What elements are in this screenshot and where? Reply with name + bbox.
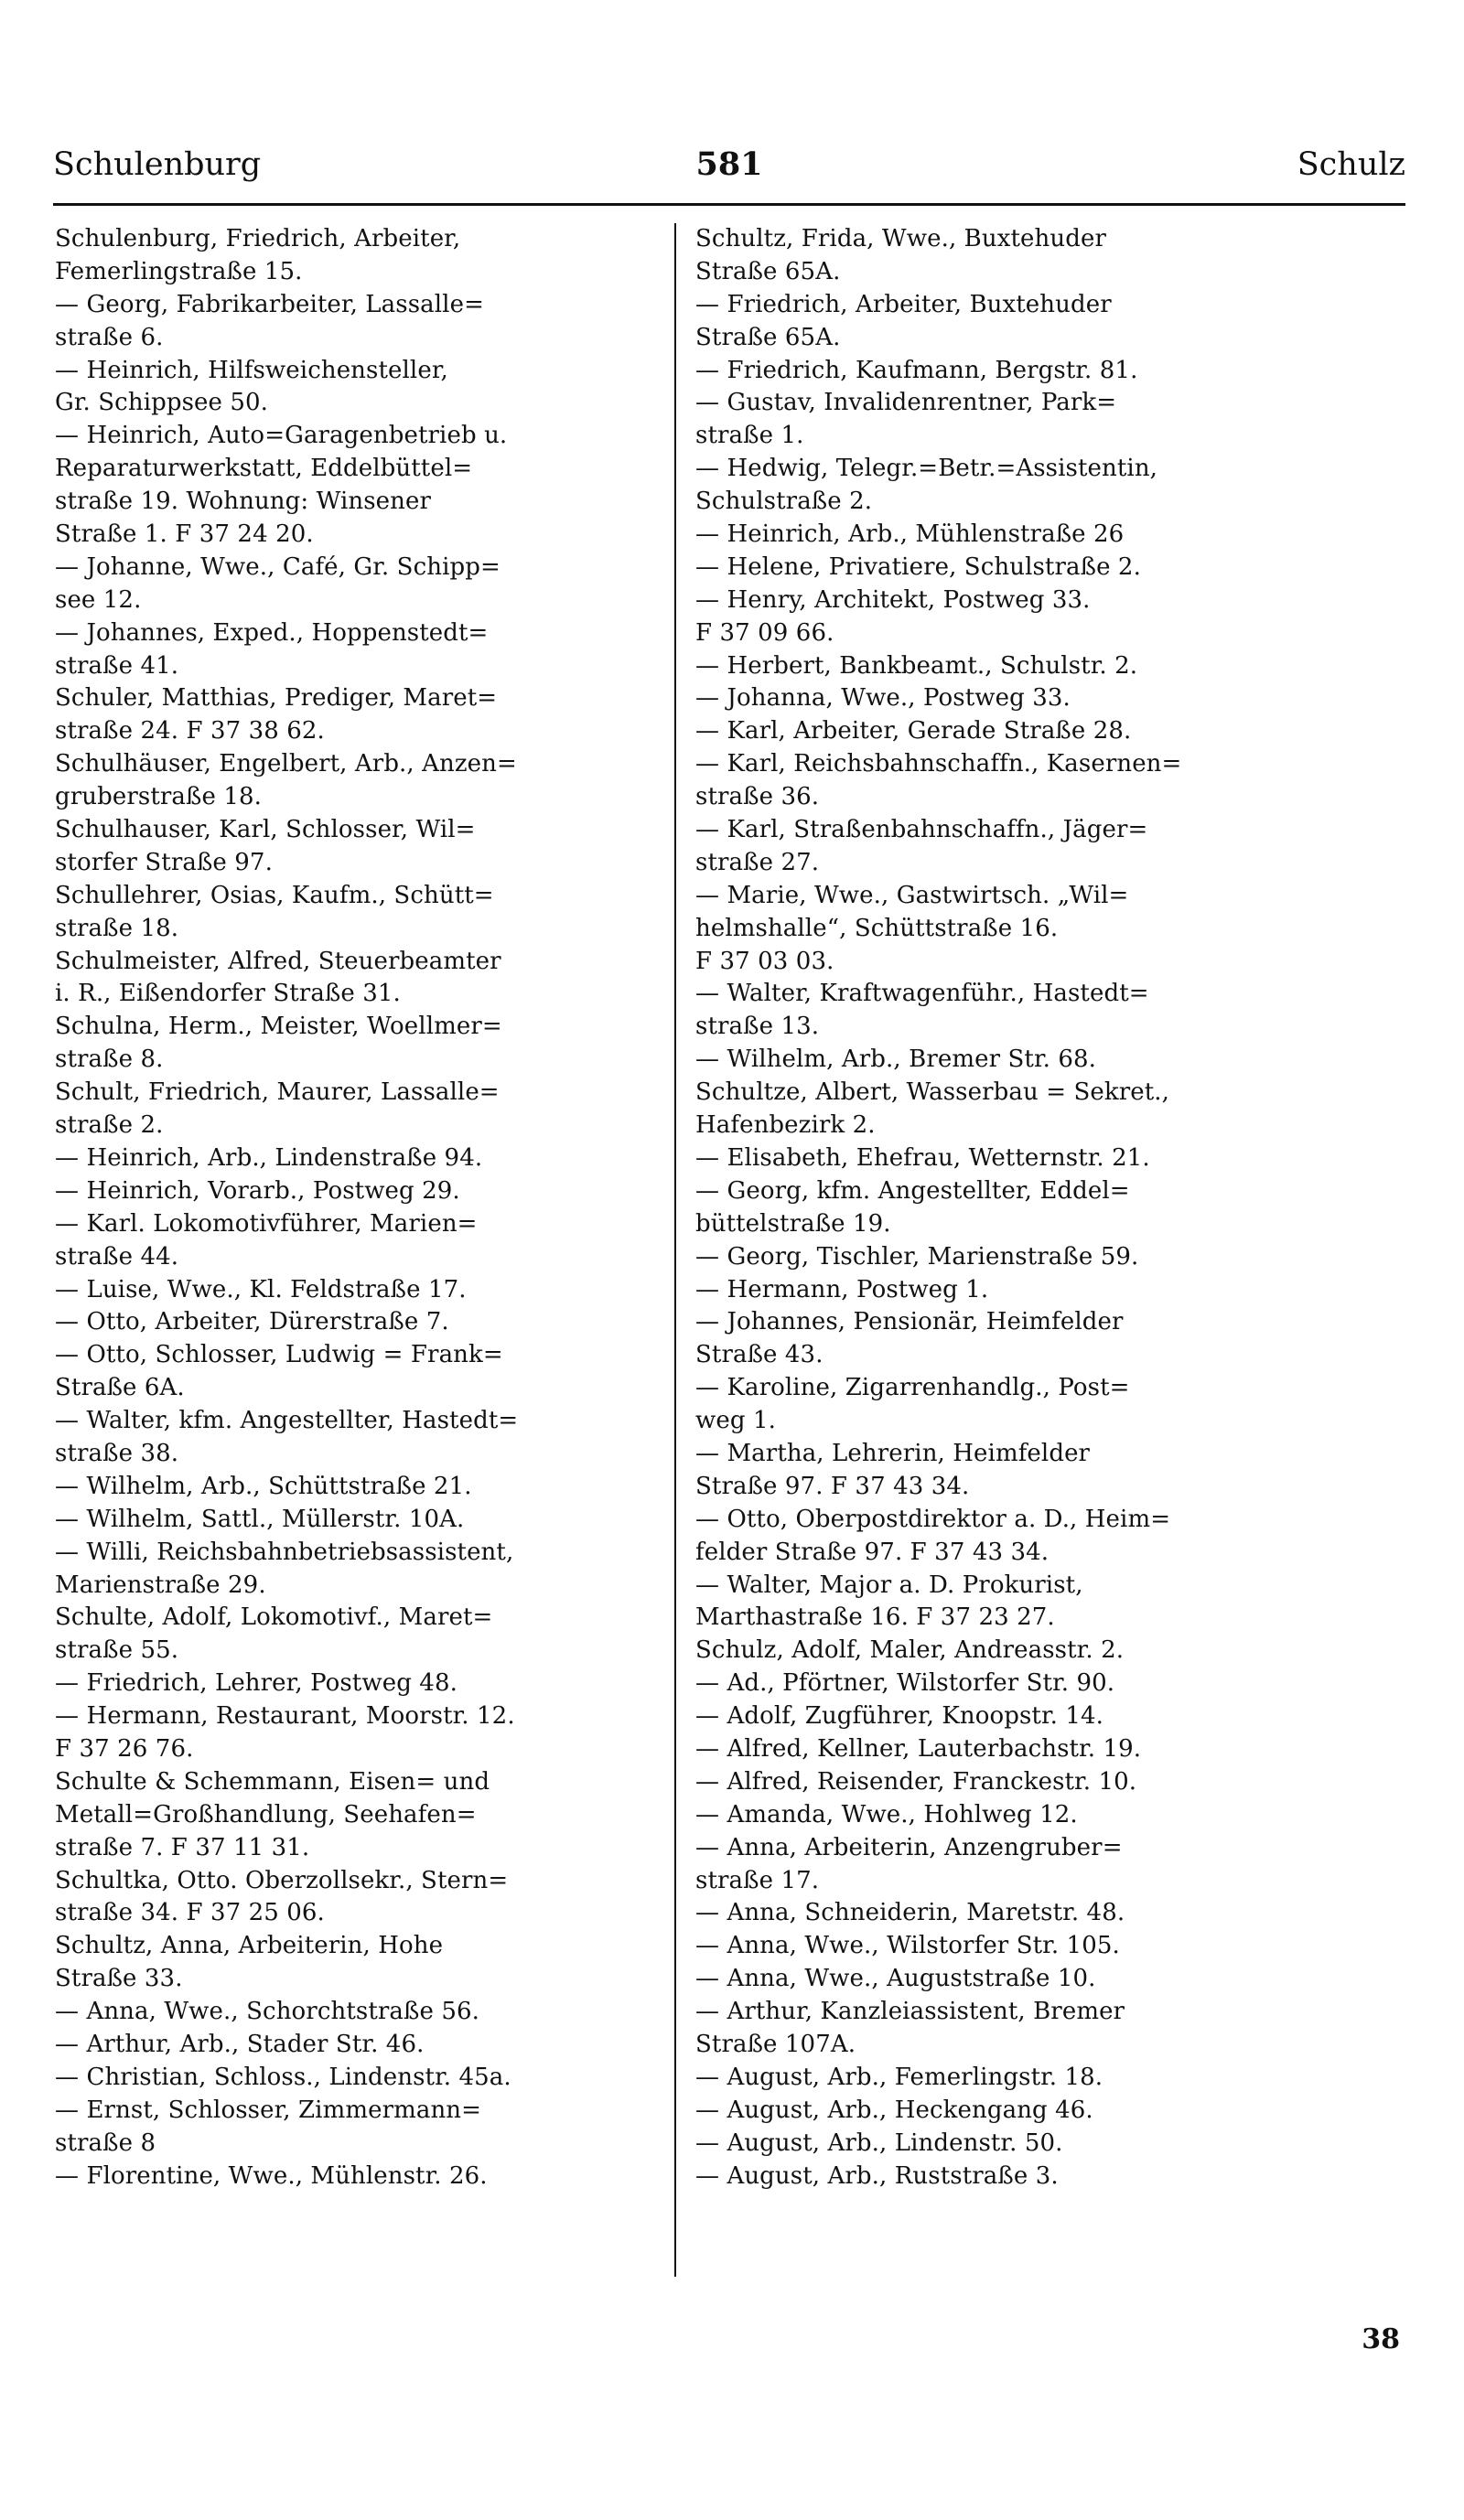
entry-line: — Alfred, Kellner, Lauterbachstr. 19.	[695, 1734, 1142, 1763]
entry-line: Schulna, Herm., Meister, Woellmer=	[55, 1013, 502, 1041]
entry-line: — Anna, Wwe., Auguststraße 10.	[695, 1965, 1096, 1993]
page-number: 581	[695, 145, 763, 183]
entry-line: Schullehrer, Osias, Kaufm., Schütt=	[55, 881, 494, 909]
entry-line: — Gustav, Invalidenrentner, Park=	[695, 389, 1117, 417]
entry-line: Reparaturwerkstatt, Eddelbüttel=	[55, 455, 473, 483]
entry-line: Schultz, Frida, Wwe., Buxtehuder	[695, 225, 1106, 252]
entry-line: — Elisabeth, Ehefrau, Wetternstr. 21.	[695, 1143, 1150, 1172]
entry-line: — August, Arb., Heckengang 46.	[695, 2096, 1093, 2124]
entry-line: helmshalle“, Schüttstraße 16.	[695, 914, 1059, 942]
entry-line: straße 27.	[695, 848, 820, 876]
entry-line: — Johannes, Pensionär, Heimfelder	[695, 1308, 1124, 1336]
entry-line: — Anna, Schneiderin, Maretstr. 48.	[695, 1899, 1125, 1927]
entry-line: straße 2.	[55, 1111, 164, 1140]
entry-line: Schulz, Adolf, Maler, Andreasstr. 2.	[695, 1636, 1125, 1665]
entry-line: Schulte & Schemmann, Eisen= und	[55, 1767, 490, 1796]
entry-line: — Arthur, Arb., Stader Str. 46.	[55, 2030, 425, 2058]
entry-line: — Otto, Arbeiter, Dürerstraße 7.	[55, 1308, 449, 1336]
left-column	[55, 223, 654, 2193]
entry-line: — Henry, Architekt, Postweg 33.	[695, 585, 1091, 614]
entry-line: Straße 33.	[55, 1965, 183, 1993]
entry-line: gruberstraße 18.	[55, 783, 262, 811]
entry-line: — Otto, Schlosser, Ludwig = Frank=	[55, 1341, 503, 1369]
entry-line: — Hermann, Postweg 1.	[695, 1275, 989, 1303]
entry-line: F 37 09 66.	[695, 618, 834, 647]
entry-line: Schulhäuser, Engelbert, Arb., Anzen=	[55, 750, 517, 778]
entry-line: — Heinrich, Arb., Mühlenstraße 26	[695, 520, 1125, 549]
entry-line: — Florentine, Wwe., Mühlenstr. 26.	[55, 2161, 488, 2190]
entry-line: Schult, Friedrich, Maurer, Lassalle=	[55, 1078, 500, 1107]
entry-line: büttelstraße 19.	[695, 1209, 891, 1238]
entry-line: — Heinrich, Hilfsweichensteller,	[55, 356, 448, 384]
entry-line: see 12.	[55, 585, 142, 614]
entry-line: — Wilhelm, Sattl., Müllerstr. 10A.	[55, 1505, 465, 1533]
header-left-catchword: Schulenburg	[53, 146, 262, 183]
right-column	[695, 223, 1409, 2193]
entry-line: F 37 03 03.	[695, 947, 834, 975]
header-right-catchword: Schulz	[1297, 146, 1405, 183]
entry-line: Schulstraße 2.	[695, 488, 873, 516]
entry-line: — Georg, Tischler, Marienstraße 59.	[695, 1242, 1139, 1271]
entry-line: straße 6.	[55, 323, 164, 351]
entry-line: — Johannes, Exped., Hoppenstedt=	[55, 618, 489, 647]
entry-line: — Arthur, Kanzleiassistent, Bremer	[695, 1998, 1125, 2026]
entry-line: Schulte, Adolf, Lokomotivf., Maret=	[55, 1603, 493, 1632]
entry-line: Marthastraße 16. F 37 23 27.	[695, 1603, 1055, 1632]
entry-line: — Karl, Arbeiter, Gerade Straße 28.	[695, 717, 1132, 745]
entry-line: — Hermann, Restaurant, Moorstr. 12.	[55, 1702, 515, 1731]
entry-line: — Martha, Lehrerin, Heimfelder	[695, 1439, 1091, 1467]
entry-line: storfer Straße 97.	[55, 848, 273, 876]
entry-line: Straße 6A.	[55, 1374, 185, 1402]
entry-line: — Heinrich, Vorarb., Postweg 29.	[55, 1176, 460, 1205]
entry-line: — Johanna, Wwe., Postweg 33.	[695, 684, 1071, 713]
entry-line: — Ernst, Schlosser, Zimmermann=	[55, 2096, 482, 2124]
entry-line: — Walter, kfm. Angestellter, Hastedt=	[55, 1407, 519, 1435]
entry-line: — Anna, Wwe., Wilstorfer Str. 105.	[695, 1932, 1120, 1960]
entry-line: straße 1.	[695, 422, 804, 450]
entry-line: straße 17.	[695, 1866, 820, 1894]
entry-line: straße 19. Wohnung: Winsener	[55, 488, 432, 516]
entry-line: straße 41.	[55, 651, 179, 680]
entry-line: straße 44.	[55, 1242, 179, 1271]
entry-line: felder Straße 97. F 37 43 34.	[695, 1538, 1050, 1566]
entry-line: straße 36.	[695, 783, 820, 811]
entry-line: straße 24. F 37 38 62.	[55, 717, 325, 745]
entry-line: Schulhauser, Karl, Schlosser, Wil=	[55, 816, 476, 844]
entry-line: Hafenbezirk 2.	[695, 1111, 876, 1140]
entry-line: — August, Arb., Ruststraße 3.	[695, 2161, 1059, 2190]
entry-line: Schultz, Anna, Arbeiterin, Hohe	[55, 1932, 444, 1960]
entry-line: — Wilhelm, Arb., Schüttstraße 21.	[55, 1472, 472, 1500]
entry-line: — Karl, Reichsbahnschaffn., Kasernen=	[695, 750, 1182, 778]
entry-line: Femerlingstraße 15.	[55, 257, 303, 285]
entry-line: straße 18.	[55, 914, 179, 942]
entry-line: — Herbert, Bankbeamt., Schulstr. 2.	[695, 651, 1138, 680]
entry-line: — Heinrich, Arb., Lindenstraße 94.	[55, 1143, 483, 1172]
entry-line: — Karl. Lokomotivführer, Marien=	[55, 1209, 478, 1238]
entry-line: Metall=Großhandlung, Seehafen=	[55, 1800, 477, 1828]
entry-line: — Hedwig, Telegr.=Betr.=Assistentin,	[695, 455, 1158, 483]
entry-line: straße 55.	[55, 1636, 179, 1665]
entry-line: — Amanda, Wwe., Hohlweg 12.	[695, 1800, 1078, 1828]
entry-line: Straße 1. F 37 24 20.	[55, 520, 314, 549]
entry-line: Schulenburg, Friedrich, Arbeiter,	[55, 225, 461, 252]
entry-line: — Adolf, Zugführer, Knoopstr. 14.	[695, 1702, 1104, 1731]
entry-line: — Luise, Wwe., Kl. Feldstraße 17.	[55, 1275, 467, 1303]
entry-line: — August, Arb., Lindenstr. 50.	[695, 2129, 1063, 2157]
entry-line: Straße 43.	[695, 1341, 824, 1369]
entry-line: Schulmeister, Alfred, Steuerbeamter	[55, 947, 501, 975]
column-divider	[674, 223, 676, 2277]
entry-line: — Anna, Arbeiterin, Anzengruber=	[695, 1833, 1123, 1861]
entry-line: straße 13.	[695, 1013, 820, 1041]
entry-line: straße 34. F 37 25 06.	[55, 1899, 325, 1927]
entry-line: Straße 107A.	[695, 2030, 856, 2058]
entry-line: Straße 65A.	[695, 257, 841, 285]
entry-line: — Helene, Privatiere, Schulstraße 2.	[695, 552, 1141, 581]
entry-line: Marienstraße 29.	[55, 1571, 266, 1599]
entry-line: — Friedrich, Lehrer, Postweg 48.	[55, 1669, 458, 1698]
entry-line: — Alfred, Reisender, Franckestr. 10.	[695, 1767, 1137, 1796]
entry-line: — Willi, Reichsbahnbetriebsassistent,	[55, 1538, 514, 1566]
entry-line: weg 1.	[695, 1407, 776, 1435]
entry-line: F 37 26 76.	[55, 1734, 194, 1763]
entry-line: — Christian, Schloss., Lindenstr. 45a.	[55, 2063, 511, 2091]
entry-line: — Georg, Fabrikarbeiter, Lassalle=	[55, 290, 484, 318]
entry-line: — Georg, kfm. Angestellter, Eddel=	[695, 1176, 1130, 1205]
entry-line: — Friedrich, Kaufmann, Bergstr. 81.	[695, 356, 1138, 384]
header-rule	[53, 203, 1405, 206]
entry-line: — Wilhelm, Arb., Bremer Str. 68.	[695, 1046, 1097, 1074]
entry-line: straße 7. F 37 11 31.	[55, 1833, 310, 1861]
entry-line: straße 38.	[55, 1439, 179, 1467]
entry-line: — August, Arb., Femerlingstr. 18.	[695, 2063, 1103, 2091]
signature-mark: 38	[1362, 2323, 1400, 2355]
entry-line: — Friedrich, Arbeiter, Buxtehuder	[695, 290, 1112, 318]
entry-line: straße 8	[55, 2129, 156, 2157]
page-header	[53, 137, 1405, 192]
entry-line: — Johanne, Wwe., Café, Gr. Schipp=	[55, 552, 501, 581]
entry-line: Straße 65A.	[695, 323, 841, 351]
entry-line: — Ad., Pförtner, Wilstorfer Str. 90.	[695, 1669, 1115, 1698]
entry-line: straße 8.	[55, 1046, 164, 1074]
entry-line: — Otto, Oberpostdirektor a. D., Heim=	[695, 1505, 1171, 1533]
entry-line: — Karoline, Zigarrenhandlg., Post=	[695, 1374, 1130, 1402]
entry-line: — Marie, Wwe., Gastwirtsch. „Wil=	[695, 881, 1129, 909]
entry-line: — Walter, Major a. D. Prokurist,	[695, 1571, 1083, 1599]
entry-line: Schultka, Otto. Oberzollsekr., Stern=	[55, 1866, 509, 1894]
entry-line: — Heinrich, Auto=Garagenbetrieb u.	[55, 422, 508, 450]
entry-line: Schultze, Albert, Wasserbau = Sekret.,	[695, 1078, 1169, 1107]
entry-line: — Walter, Kraftwagenführ., Hastedt=	[695, 980, 1149, 1008]
entry-line: — Karl, Straßenbahnschaffn., Jäger=	[695, 816, 1148, 844]
entry-line: Straße 97. F 37 43 34.	[695, 1472, 970, 1500]
entry-line: Gr. Schippsee 50.	[55, 389, 269, 417]
entry-line: — Anna, Wwe., Schorchtstraße 56.	[55, 1998, 479, 2026]
entry-line: i. R., Eißendorfer Straße 31.	[55, 980, 401, 1008]
entry-line: Schuler, Matthias, Prediger, Maret=	[55, 684, 498, 713]
